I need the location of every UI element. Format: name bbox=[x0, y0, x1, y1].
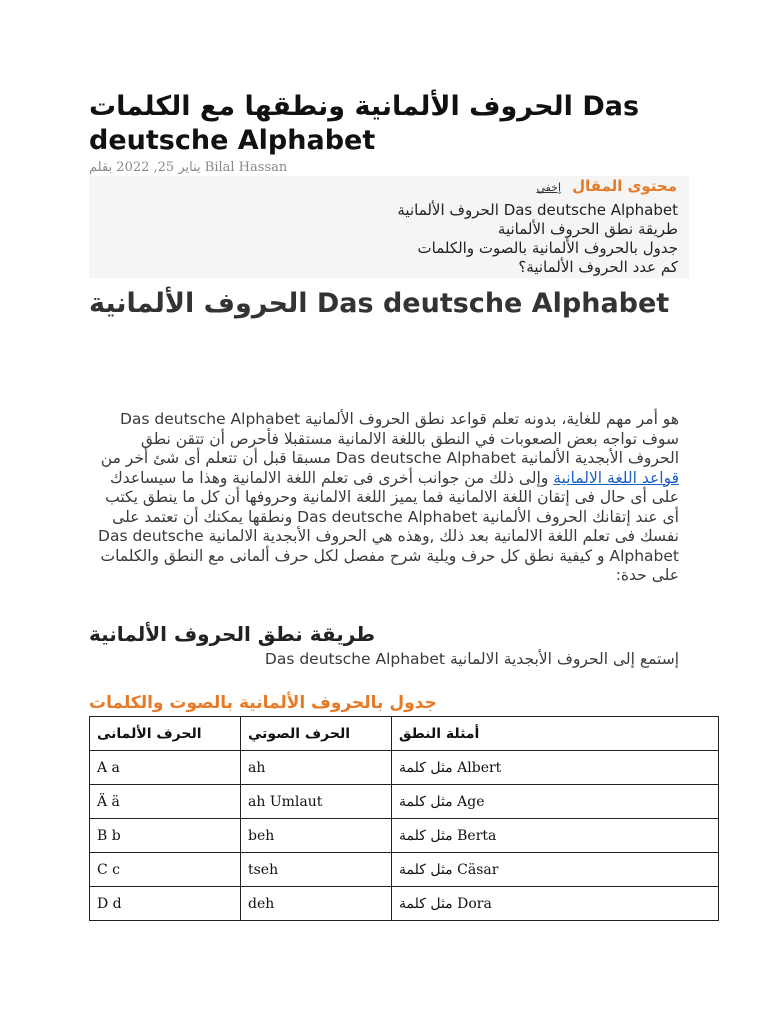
toc-header bbox=[536, 176, 677, 198]
letter-cell: A a bbox=[90, 751, 241, 785]
table-heading: جدول بالحروف الألمانية بالصوت والكلمات bbox=[89, 693, 437, 713]
phonetic-cell: deh bbox=[241, 887, 392, 921]
table-of-contents bbox=[89, 176, 689, 278]
grammar-link[interactable]: قواعد اللغة الالمانية bbox=[553, 468, 679, 487]
column-header-phonetic: الحرف الصوتي bbox=[241, 717, 392, 751]
toc-item-letter-count[interactable]: كم عدد الحروف الألمانية؟ bbox=[518, 258, 678, 276]
phonetic-cell: tseh bbox=[241, 853, 392, 887]
section-title: الحروف الألمانية Das deutsche Alphabet bbox=[89, 288, 670, 319]
pronunciation-heading: طريقة نطق الحروف الألمانية bbox=[89, 622, 376, 646]
example-cell: مثل كلمة Berta bbox=[392, 819, 719, 853]
paragraph-text-start: هو أمر مهم للغاية، بدونه تعلم قواعد نطق الحروف الألمانية Das deutsche Alphabet سوف تواجه بعض الصعوبات في النطق باللغة الالمانية مستقبلا فأحرص أن تتقن نطق الحروف الأبجدية الألمانية Das deutsche Alphabet مسبقا قبل أن تتعلم أى شئ أخر من bbox=[100, 410, 679, 467]
table-row bbox=[90, 751, 719, 785]
letter-cell: D d bbox=[90, 887, 241, 921]
phonetic-cell: ah bbox=[241, 751, 392, 785]
letter-cell: Ä ä bbox=[90, 785, 241, 819]
article-title: الحروف الألمانية ونطقها مع الكلمات Das deutsche Alphabet bbox=[89, 91, 640, 156]
column-header-letter: الحرف الألمانى bbox=[90, 717, 241, 751]
toc-item-alphabet[interactable]: Das deutsche Alphabet الحروف الألمانية bbox=[397, 201, 678, 219]
column-header-examples: أمثلة النطق bbox=[392, 717, 719, 751]
toc-list bbox=[397, 201, 678, 277]
phonetic-cell: beh bbox=[241, 819, 392, 853]
letter-cell: C c bbox=[90, 853, 241, 887]
table-row bbox=[90, 887, 719, 921]
table-row bbox=[90, 853, 719, 887]
toc-title: محتوى المقال bbox=[572, 177, 677, 195]
phonetic-cell: ah Umlaut bbox=[241, 785, 392, 819]
alphabet-table bbox=[89, 716, 719, 921]
example-cell: مثل كلمة Dora bbox=[392, 887, 719, 921]
table-row bbox=[90, 819, 719, 853]
example-cell: مثل كلمة Albert bbox=[392, 751, 719, 785]
toc-hide-toggle[interactable]: إخفي bbox=[536, 181, 562, 194]
paragraph-text-end: وإلى ذلك من جوانب أخرى فى تعلم اللغة الالمانية وهذا ما سيساعدك على أى حال فى إتقان اللغة الالمانية فما يميز اللغة الالمانية وحروفها أن كل ما ينطق يكتب أى عند إتقانك الحروف الألمانية Das deutsche Alphabet ونطقها يمكنك أن تعتمد على نفسك فى تعلم اللغة الالمانية بعد ذلك ,وهذه هي الحروف الأبجدية الالمانية Das deutsche Alphabet و كيفية نطق كل حرف ويلية شرح مفصل لكل حرف ألمانى مع النطق والكلمات على حدة: bbox=[98, 468, 679, 584]
letter-cell: B b bbox=[90, 819, 241, 853]
example-cell: مثل كلمة Cäsar bbox=[392, 853, 719, 887]
intro-paragraph bbox=[89, 410, 679, 586]
table-header-row bbox=[90, 717, 719, 751]
toc-item-table[interactable]: جدول بالحروف الألمانية بالصوت والكلمات bbox=[417, 239, 678, 257]
table-row bbox=[90, 785, 719, 819]
article-meta: يناير 25, 2022 بقلم Bilal Hassan bbox=[89, 160, 288, 175]
pronunciation-intro: إستمع إلى الحروف الأبجدية الالمانية Das deutsche Alphabet bbox=[264, 650, 679, 668]
toc-item-pronunciation[interactable]: طريقة نطق الحروف الألمانية bbox=[497, 220, 678, 238]
example-cell: مثل كلمة Age bbox=[392, 785, 719, 819]
